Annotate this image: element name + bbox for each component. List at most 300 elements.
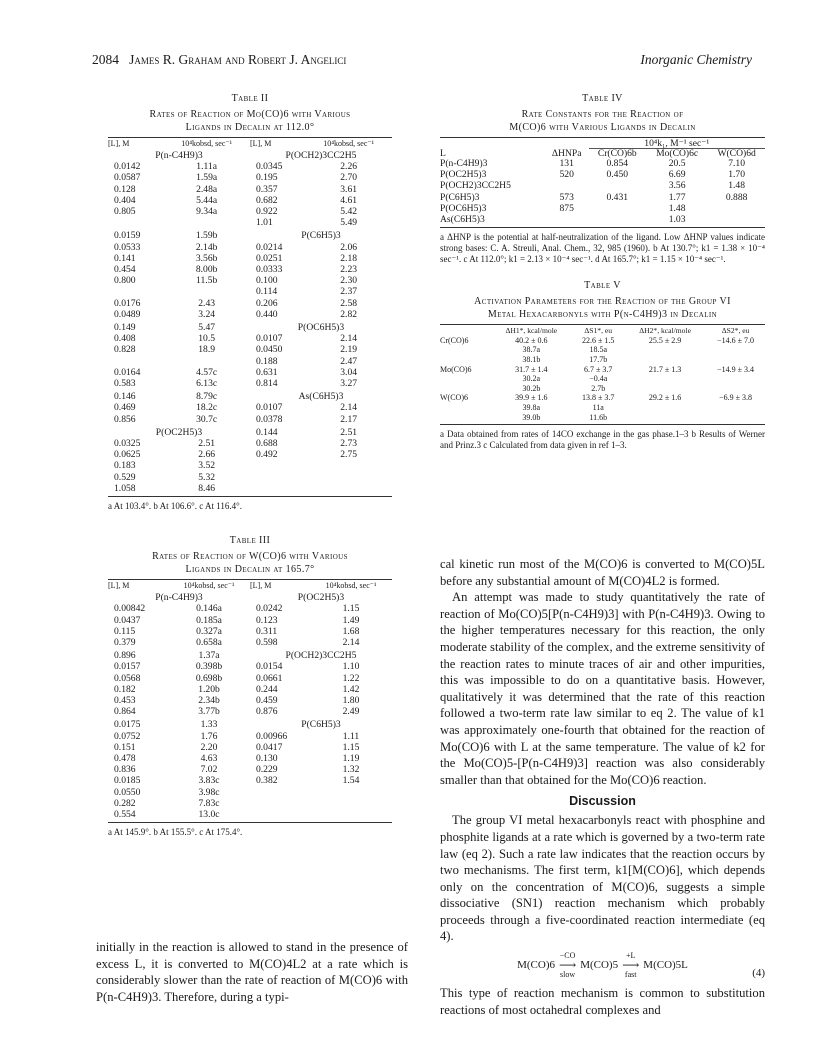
rate-cell: 1.10	[342, 661, 360, 673]
column-header: W(CO)6d	[717, 148, 756, 159]
rate-cell: 2.14	[342, 636, 360, 648]
value-cell: 11.6b	[589, 412, 608, 422]
table-row	[108, 695, 392, 706]
left-bottom-paragraph: initially in the reaction is allowed to stand in the presence of excess L, it is converted to M(CO)4L2 at a rate which is considerably slower than the rate of reaction of M(CO)6 with P(n-C4H9)3. Therefore, during a typi-	[96, 940, 408, 1004]
rate-cell: 1.49	[342, 614, 360, 626]
concentration-cell: 0.123	[255, 614, 278, 626]
table-row	[108, 378, 392, 389]
value-cell	[589, 214, 646, 225]
concentration-cell: 0.529	[114, 471, 136, 483]
compound-cell: Cr(CO)6	[440, 335, 469, 345]
ligand-cell: P(OC6H5)3	[440, 202, 487, 214]
empty-cell	[310, 809, 392, 820]
span-header: 10⁴k₁, M⁻¹ sec⁻¹	[589, 139, 765, 149]
compound-cell: W(CO)6	[440, 393, 468, 403]
table-3-title: Table III	[229, 535, 271, 547]
value-cell: 1.03	[668, 214, 686, 226]
value-cell: 39.9 ± 1.6	[515, 393, 548, 403]
value-cell: 21.7 ± 1.3	[648, 364, 682, 374]
table-row	[440, 336, 765, 346]
compound-cell	[440, 384, 490, 394]
rate-cell: 10.5	[198, 333, 216, 345]
ligand-label: P(OCH2)3CC2H5	[285, 650, 357, 662]
rate-cell: 2.14	[340, 333, 358, 345]
table-row	[440, 158, 765, 169]
concentration-cell: 0.0185	[114, 775, 141, 787]
value-cell: 22.6 ± 1.5	[582, 335, 615, 345]
table-row	[108, 809, 392, 820]
ligand-label: P(C6H5)3	[301, 719, 341, 731]
rate-cell: 8.00b	[195, 264, 218, 276]
table-5-footnote: a Data obtained from rates of 14CO exchange in the gas phase.1–3 b Results of Werner and Prinz.3 c Calculated from data given in ref 1–3.	[440, 429, 765, 451]
rate-cell: 1.68	[342, 625, 360, 637]
table-row	[440, 203, 765, 214]
concentration-cell: 0.896	[114, 650, 136, 662]
column-header: ΔH2*, kcal/mole	[639, 326, 691, 336]
table-2-title: Table II	[231, 93, 269, 104]
page-number-authors	[92, 52, 346, 68]
concentration-cell: 0.128	[114, 183, 136, 195]
discussion-heading: Discussion	[569, 794, 636, 809]
value-cell: 0.854	[606, 158, 629, 169]
concentration-cell: 0.814	[255, 378, 278, 390]
concentration-cell: 0.0242	[255, 603, 283, 615]
equation-4	[440, 951, 765, 979]
value-cell: 573	[559, 191, 574, 203]
table-5-caption: Activation Parameters for the Reaction of the Group VI Metal Hexacarbonyls with P(n-C4H9)3 in Decalin	[474, 296, 731, 321]
table-row	[108, 764, 392, 775]
rate-cell: 8.46	[198, 482, 216, 494]
journal-name: Inorganic Chemistry	[640, 52, 752, 67]
table-row	[440, 169, 765, 180]
value-cell	[624, 374, 706, 384]
concentration-cell: 0.244	[255, 683, 278, 695]
rate-cell: 0.146a	[196, 603, 222, 615]
rate-cell: 30.7c	[196, 413, 218, 425]
group-gap	[108, 217, 250, 228]
concentration-cell: 0.478	[114, 752, 136, 764]
rate-cell: 1.15	[342, 741, 360, 753]
concentration-cell: 0.229	[255, 764, 278, 776]
rate-cell: 2.51	[340, 426, 358, 438]
rate-cell: 7.02	[200, 764, 218, 776]
table-5-body	[440, 326, 765, 422]
table-row	[108, 367, 392, 378]
table-5	[440, 279, 765, 451]
concentration-cell: 0.151	[114, 741, 136, 753]
concentration-cell: 0.115	[114, 625, 136, 637]
compound-cell	[440, 374, 490, 384]
eq-product: M(CO)5L	[643, 959, 688, 972]
table-row	[108, 275, 392, 286]
value-cell: 6.69	[668, 169, 686, 181]
value-cell: −0.4a	[589, 374, 608, 384]
rate-cell: 2.30	[340, 275, 358, 287]
value-cell: −14.9 ± 3.4	[717, 364, 755, 374]
group-gap	[108, 356, 250, 367]
right-body-text	[440, 556, 765, 1018]
concentration-cell: 0.130	[255, 752, 278, 764]
concentration-cell: 0.188	[255, 355, 278, 367]
concentration-cell: 0.836	[114, 764, 136, 776]
value-cell	[708, 214, 765, 225]
value-cell: 2.7b	[591, 383, 606, 393]
equation-body	[517, 951, 688, 979]
eq-arrow-2: +L ⟶ fast	[622, 951, 640, 980]
table-5-title: Table V	[584, 280, 621, 292]
eq-arrow-1: −CO ⟶ slow	[559, 951, 577, 980]
concentration-cell: 0.379	[114, 636, 136, 648]
concentration-cell: 0.183	[114, 460, 136, 472]
concentration-cell: 0.408	[114, 333, 136, 345]
rate-cell: 1.80	[342, 694, 360, 706]
table-2	[108, 92, 392, 512]
concentration-cell: 0.469	[114, 402, 136, 414]
table-4	[440, 92, 765, 265]
value-cell: 29.2 ± 1.6	[648, 393, 682, 403]
value-cell	[624, 403, 706, 413]
table-row	[108, 626, 392, 637]
table-row	[108, 798, 392, 809]
concentration-cell: 0.0142	[114, 161, 141, 173]
table-row	[108, 449, 392, 460]
concentration-cell: 0.631	[255, 366, 278, 378]
table-row	[108, 298, 392, 309]
column-header: ΔS2*, eu	[721, 326, 750, 336]
table-row	[108, 438, 392, 449]
eq-reactant: M(CO)6	[517, 959, 555, 972]
table-4-footnote: a ΔHNP is the potential at half-neutralization of the ligand. Low ΔHNP values indicate strong bases: C. A. Streuli, Anal. Chem., 32, 985 (1960). b At 130.7°; k1 = 1.38 × 10⁻⁴ sec⁻¹. c At 112.0°; k1 = 2.13 × 10⁻⁴ sec⁻¹. d At 165.7°; k1 = 1.15 × 10⁻⁴ sec⁻¹.	[440, 232, 765, 265]
table-row	[108, 344, 392, 355]
rate-cell: 0.185a	[196, 614, 222, 626]
rate-cell: 1.11a	[196, 161, 217, 173]
column-header: ΔS1*, eu	[584, 326, 613, 336]
table-row	[108, 661, 392, 672]
table-row	[440, 365, 765, 375]
concentration-cell: 0.0251	[255, 252, 283, 264]
table-2-caption: Rates of Reaction of Mo(CO)6 with Various Ligands in Decalin at 112.0°	[149, 109, 351, 133]
column-header: ΔHNPa	[551, 148, 582, 159]
rate-cell: 2.37	[340, 286, 358, 298]
table-3-body	[108, 581, 392, 820]
concentration-cell: 0.282	[114, 797, 136, 809]
table-row	[108, 264, 392, 275]
table-row	[108, 148, 392, 161]
value-cell: 38.1b	[522, 355, 541, 364]
concentration-cell: 0.0417	[255, 741, 283, 753]
rate-cell: 1.32	[342, 764, 360, 776]
concentration-cell: 1.058	[114, 482, 136, 494]
value-cell	[708, 203, 765, 214]
rate-cell: 7.83c	[198, 797, 220, 809]
table-3-footnote: a At 145.9°. b At 155.5°. c At 175.4°.	[108, 827, 243, 838]
rate-cell: 1.59b	[195, 230, 218, 242]
concentration-cell: 0.454	[114, 264, 136, 276]
value-cell: 0.431	[606, 191, 629, 203]
column-header: Cr(CO)6b	[597, 148, 637, 159]
concentration-cell: 0.828	[114, 344, 136, 356]
rate-cell: 2.82	[340, 308, 358, 320]
value-cell: 11a	[592, 402, 604, 412]
ligand-label: P(OC2H5)3	[155, 426, 203, 438]
table-row	[440, 345, 765, 355]
rate-cell: 3.83c	[198, 775, 220, 787]
rate-cell: 5.42	[340, 206, 358, 218]
table-row	[108, 172, 392, 183]
column-header: 10⁴kobsd, sec⁻¹	[181, 139, 233, 148]
value-cell	[706, 355, 765, 365]
table-row	[440, 180, 765, 191]
concentration-cell: 0.800	[114, 275, 136, 287]
value-cell	[706, 374, 765, 384]
table-3-caption: Rates of Reaction of W(CO)6 with Various Ligands in Decalin at 165.7°	[152, 551, 348, 576]
empty-cell	[250, 809, 310, 820]
table-row	[108, 717, 392, 730]
paragraph-final: This type of reaction mechanism is common to substitution reactions of most octahedral complexes and	[440, 986, 765, 1017]
table-row	[440, 192, 765, 203]
rate-cell: 3.56b	[195, 252, 218, 264]
empty-cell	[250, 483, 305, 494]
column-header: [L], M	[249, 139, 272, 148]
rate-cell: 1.15	[342, 603, 360, 615]
value-cell: 1.77	[668, 191, 686, 203]
table-row	[108, 286, 392, 297]
table-row	[440, 384, 765, 394]
column-header: ΔH1*, kcal/mole	[505, 326, 558, 336]
concentration-cell: 1.01	[255, 217, 273, 229]
value-cell: −14.6 ± 7.0	[717, 335, 755, 345]
ligand-cell: P(OC2H5)3	[440, 169, 487, 181]
value-cell	[545, 214, 589, 225]
table-row	[108, 731, 392, 742]
empty-cell	[250, 472, 305, 483]
concentration-cell: 0.459	[255, 694, 278, 706]
table-row	[108, 648, 392, 661]
eq-number: (4)	[752, 967, 766, 980]
compound-cell	[440, 413, 490, 423]
rate-cell: 2.20	[200, 741, 218, 753]
rate-cell: 0.398b	[195, 661, 223, 673]
paragraph-discussion: The group VI metal hexacarbonyls react with phosphine and phosphite ligands at a rate which is governed by a two-term rate law (eq 2). Such a rate law indicates that the reaction occurs by two mechanisms. The first term, k1[M(CO)6], which depends only on the concentration of M(CO)6, suggests a simple dissociative (SN1) reaction mechanism which probably proceeds through a five-coordinated reaction intermediate (eq 4).	[440, 813, 765, 944]
concentration-cell: 0.0661	[255, 672, 283, 684]
value-cell	[624, 384, 706, 394]
value-cell: 875	[559, 202, 574, 214]
concentration-cell: 0.311	[255, 625, 278, 637]
table-row	[108, 195, 392, 206]
concentration-cell: 0.598	[255, 636, 278, 648]
value-cell: 0.888	[725, 191, 748, 203]
value-cell	[624, 413, 706, 423]
concentration-cell: 0.195	[255, 172, 278, 184]
rate-cell: 0.658a	[196, 636, 222, 648]
value-cell	[706, 384, 765, 394]
concentration-cell: 0.0450	[255, 344, 283, 356]
table-row	[108, 603, 392, 614]
table-row	[108, 472, 392, 483]
table-row	[108, 637, 392, 648]
rate-cell: 1.11	[342, 730, 360, 742]
rate-cell: 2.58	[340, 297, 358, 309]
value-cell: 1.70	[728, 169, 746, 181]
table-row	[108, 684, 392, 695]
concentration-cell: 0.382	[255, 775, 278, 787]
concentration-cell: 0.0533	[114, 241, 141, 253]
rate-cell: 1.33	[200, 719, 218, 731]
value-cell: 131	[559, 158, 574, 169]
eq-intermediate: M(CO)5	[580, 959, 619, 972]
value-cell: 0.450	[606, 169, 629, 181]
table-row	[108, 161, 392, 172]
table-row	[108, 706, 392, 717]
rate-cell: 9.34a	[196, 206, 218, 218]
concentration-cell: 0.0550	[114, 786, 141, 798]
value-cell	[589, 203, 646, 214]
value-cell: 18.5a	[589, 345, 607, 355]
table-row	[108, 460, 392, 471]
concentration-cell: 0.00842	[114, 603, 146, 615]
rate-cell: 3.24	[198, 308, 216, 320]
value-cell: 39.8a	[522, 402, 541, 412]
rate-cell: 2.23	[340, 264, 358, 276]
table-row	[108, 184, 392, 195]
table-row	[108, 425, 392, 438]
value-cell: 17.7b	[589, 355, 608, 364]
compound-cell	[440, 355, 490, 365]
rate-cell: 2.66	[198, 449, 216, 461]
concentration-cell: 0.0625	[114, 449, 141, 461]
table-row	[108, 590, 392, 603]
value-cell	[706, 413, 765, 423]
rate-cell: 1.54	[342, 775, 360, 787]
table-row	[108, 320, 392, 333]
rate-cell: 2.49	[342, 706, 360, 718]
empty-cell	[310, 787, 392, 798]
table-row	[440, 413, 765, 423]
empty-cell	[310, 798, 392, 809]
rate-cell: 3.52	[198, 460, 216, 472]
rate-cell: 2.34b	[198, 694, 220, 706]
compound-cell	[440, 345, 490, 355]
value-cell: 7.10	[728, 158, 746, 169]
table-row	[108, 356, 392, 367]
concentration-cell: 0.0159	[114, 230, 141, 242]
concentration-cell: 0.876	[255, 706, 278, 718]
ligand-label: As(C6H5)3	[298, 391, 344, 403]
page-header	[92, 52, 752, 72]
table-row	[108, 673, 392, 684]
rate-cell: 2.75	[340, 449, 358, 461]
concentration-cell: 0.0437	[114, 614, 141, 626]
value-cell: 1.48	[668, 202, 686, 214]
concentration-cell: 0.0752	[114, 730, 141, 742]
column-header: [L], M	[108, 139, 130, 148]
column-header: [L], M	[249, 581, 272, 591]
table-row	[440, 355, 765, 365]
value-cell: 3.56	[668, 180, 686, 192]
value-cell: 31.7 ± 1.4	[515, 364, 548, 374]
concentration-cell: 0.206	[255, 297, 278, 309]
rate-cell: 2.14	[340, 402, 358, 414]
paragraph-formed: cal kinetic run most of the M(CO)6 is converted to M(CO)5L before any substantial amount of M(CO)4L2 is formed.	[440, 557, 765, 588]
rate-cell: 2.48a	[196, 183, 218, 195]
rate-cell: 13.0c	[198, 808, 220, 820]
table-row	[108, 483, 392, 494]
table-row	[440, 403, 765, 413]
concentration-cell: 0.0378	[255, 413, 283, 425]
value-cell	[706, 345, 765, 355]
empty-cell	[305, 483, 392, 494]
table-3	[108, 534, 392, 838]
concentration-cell: 0.114	[255, 286, 278, 298]
table-row	[108, 206, 392, 217]
compound-cell	[440, 403, 490, 413]
table-row	[108, 615, 392, 626]
rate-cell: 2.17	[340, 413, 358, 425]
concentration-cell: 0.0587	[114, 172, 141, 184]
concentration-cell: 0.100	[255, 275, 278, 287]
rate-cell: 3.27	[340, 378, 358, 390]
value-cell	[624, 345, 706, 355]
ligand-label: P(OC2H5)3	[297, 592, 345, 604]
empty-cell	[305, 472, 392, 483]
ligand-cell: P(OCH2)3CC2H5	[440, 180, 511, 192]
table-2-body	[108, 139, 392, 494]
concentration-cell: 0.0157	[114, 661, 141, 673]
table-row	[108, 309, 392, 320]
rate-cell: 3.61	[340, 183, 358, 195]
table-4-caption: Rate Constants for the Reaction of M(CO)6 with Various Ligands in Decalin	[509, 109, 696, 133]
value-cell: 38.7a	[522, 345, 541, 355]
concentration-cell: 0.453	[114, 694, 136, 706]
table-row	[440, 214, 765, 225]
left-column	[108, 92, 392, 838]
column-header: 10⁴kobsd, sec⁻¹	[183, 581, 235, 591]
rate-cell: 0.698b	[195, 672, 223, 684]
table-row	[108, 414, 392, 425]
rate-cell: 1.37a	[198, 650, 220, 662]
ligand-label: P(C6H5)3	[301, 230, 341, 242]
concentration-cell: 0.00966	[255, 730, 288, 742]
rate-cell: 1.19	[342, 752, 360, 764]
concentration-cell: 0.0489	[114, 308, 141, 320]
rate-cell: 2.19	[340, 344, 358, 356]
concentration-cell: 0.864	[114, 706, 136, 718]
value-cell: 40.2 ± 0.6	[515, 335, 548, 345]
value-cell: 39.0b	[522, 412, 541, 422]
value-cell	[545, 180, 589, 191]
table-row	[108, 775, 392, 786]
value-cell	[589, 180, 646, 191]
concentration-cell: 0.554	[114, 808, 136, 820]
value-cell	[706, 403, 765, 413]
concentration-cell: 0.404	[114, 194, 136, 206]
concentration-cell: 0.144	[255, 426, 278, 438]
concentration-cell: 0.856	[114, 413, 136, 425]
empty-cell	[250, 460, 305, 471]
rate-cell: 4.57c	[196, 366, 218, 378]
rate-cell: 1.76	[200, 730, 218, 742]
rate-cell: 2.47	[340, 355, 358, 367]
rate-cell: 2.73	[340, 438, 358, 450]
rate-cell: 8.79c	[196, 391, 218, 403]
rate-cell: 2.70	[340, 172, 358, 184]
value-cell: 25.5 ± 2.9	[648, 335, 682, 345]
concentration-cell: 0.141	[114, 252, 136, 264]
table-2-footnote: a At 103.4°. b At 106.6°. c At 116.4°.	[108, 501, 242, 512]
rate-cell: 0.327a	[196, 625, 222, 637]
concentration-cell: 0.440	[255, 308, 278, 320]
concentration-cell: 0.922	[255, 206, 278, 218]
